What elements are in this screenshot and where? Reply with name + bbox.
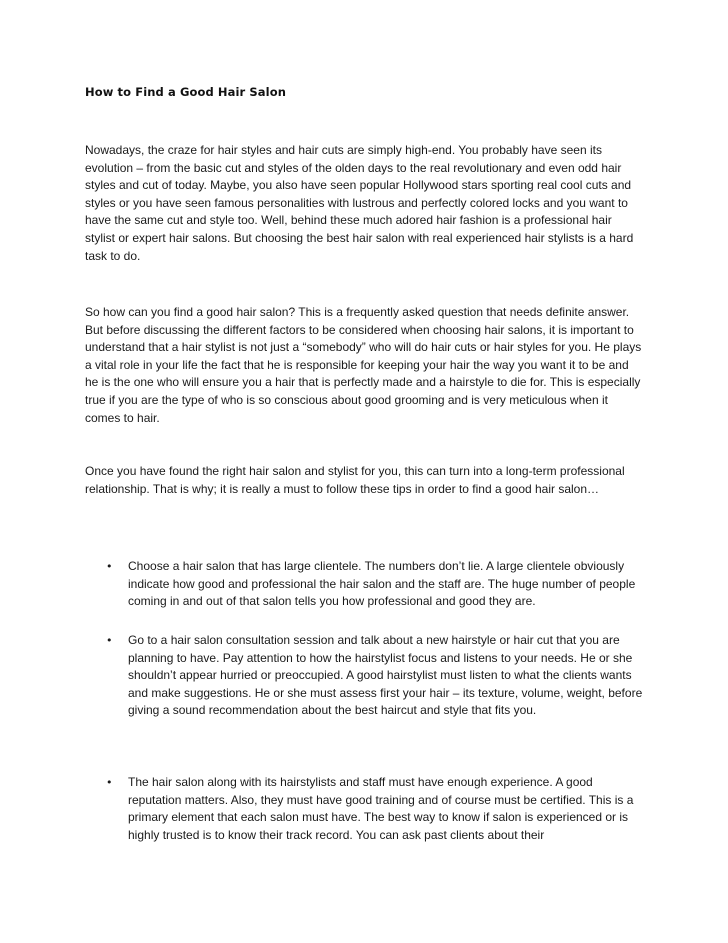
paragraph-question: So how can you find a good hair salon? This is a frequently asked question that needs definite answer. But before discussing the different factors to be considered when choosing hair salons, it is important to understand that a hair stylist is not just a “somebody” who will do hair cuts or hair styles for you. He plays a vital role in your life the fact that he is responsible for keeping your hair the way you want it to be and he is the one who will ensure you a hair that is perfectly made and a hairstyle to die for. This is especially true if you are the type of who is so conscious about good grooming and is very meticulous when it comes to hair. [85, 305, 642, 425]
list-item [106, 558, 648, 611]
list-item [106, 632, 648, 720]
list-item-text: Go to a hair salon consultation session and talk about a new hairstyle or hair cut that you are planning to have. Pay attention to how the hairstylist focus and listens to your needs. He or she shouldn’t appear hurried or preoccupied. A good hairstylist must listen to what the clients wants and make suggestions. He or she must assess first your hair – its texture, volume, weight, before giving a sound recommendation about the best haircut and style that fits you. [128, 633, 643, 718]
bullet-icon: • [106, 634, 113, 647]
list-item-text: Choose a hair salon that has large clientele. The numbers don’t lie. A large clientele obviously indicate how good and professional the hair salon and the staff are. The huge number of people coming in and out of that salon tells you how professional and good they are. [128, 559, 636, 609]
list-item [106, 774, 648, 844]
bullet-icon: • [106, 560, 113, 573]
list-item-text: The hair salon along with its hairstylists and staff must have enough experience. A good reputation matters. Also, they must have good training and of course must be certified. This is a primary element that each salon must have. The best way to know if salon is experienced or is highly trusted is to know their track record. You can ask past clients about their [128, 775, 634, 842]
bullet-icon: • [106, 776, 113, 789]
paragraph-tips-lead: Once you have found the right hair salon and stylist for you, this can turn into a long-term professional relationship. That is why; it is really a must to follow these tips in order to find a good hair salon… [85, 464, 625, 496]
paragraph-intro: Nowadays, the craze for hair styles and hair cuts are simply high-end. You probably have seen its evolution – from the basic cut and styles of the olden days to the real revolutionary and even odd hair styles and cut of today. Maybe, you also have seen popular Hollywood stars sporting real cool cuts and styles or you have seen famous personalities with lustrous and perfectly colored locks and you want to have the same cut and style too. Well, behind these much adored hair fashion is a professional hair stylist or expert hair salons. But choosing the best hair salon with real experienced hair stylists is a hard task to do. [85, 143, 634, 263]
document-title: How to Find a Good Hair Salon [85, 85, 286, 99]
